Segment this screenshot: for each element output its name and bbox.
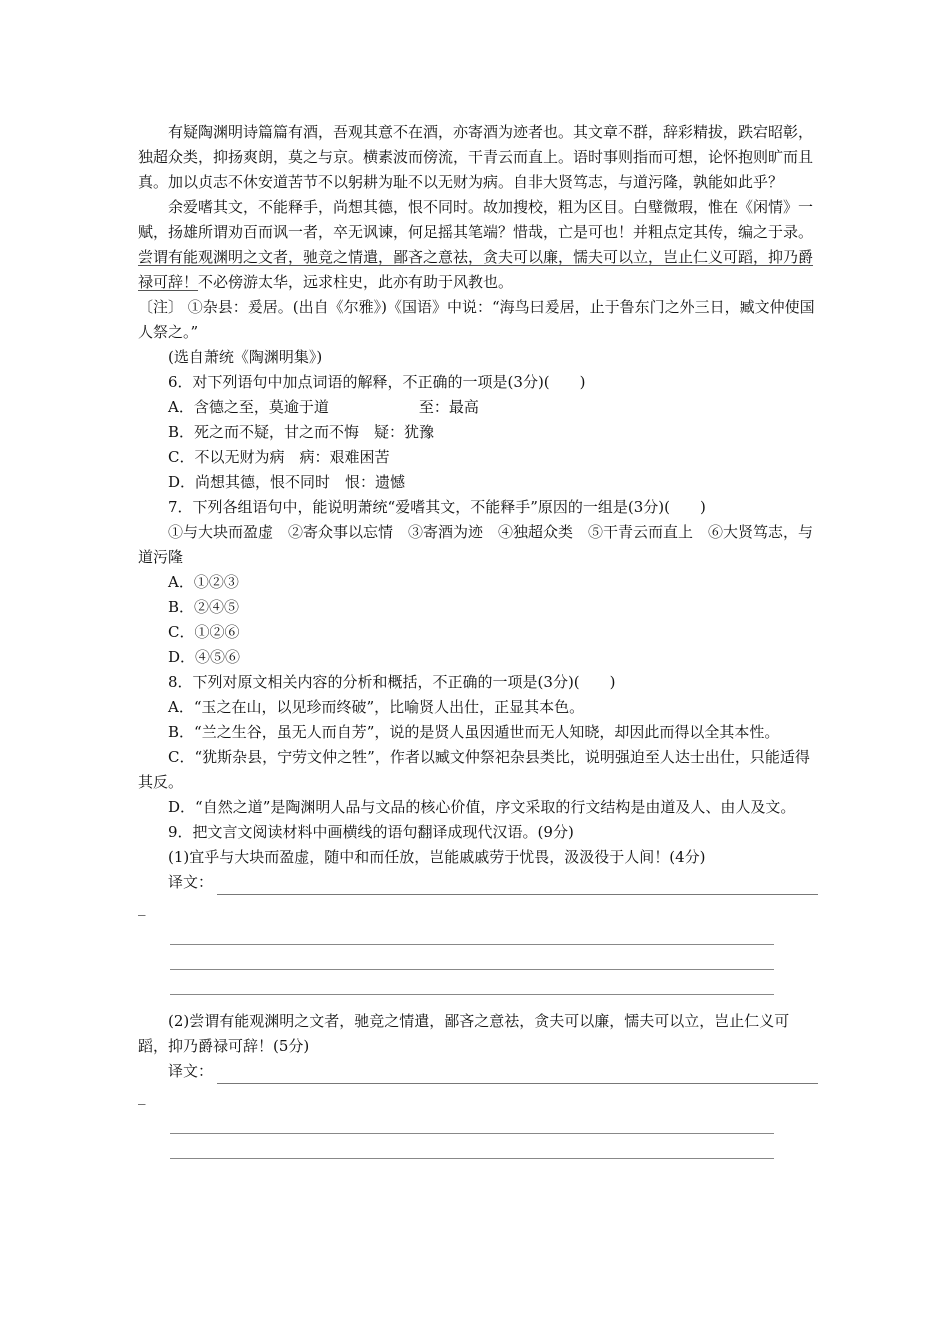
answer-dash-2: _ bbox=[138, 1087, 146, 1105]
question-9-sub-2: (2)尝谓有能观渊明之文者，驰竞之情遣，鄙吝之意祛，贪夫可以廉，懦夫可以立，岂止仁义可蹈，抑乃爵禄可辞！(5分) bbox=[138, 1012, 790, 1055]
question-6-stem: 6．对下列语句中加点词语的解释，不正确的一项是(3分)( ) bbox=[168, 373, 586, 391]
question-8-stem: 8．下列对原文相关内容的分析和概括，不正确的一项是(3分)( ) bbox=[168, 673, 616, 691]
answer-line-2b[interactable] bbox=[170, 1109, 774, 1134]
passage-paragraph-2 bbox=[138, 195, 818, 295]
question-7-option-b: B．②④⑤ bbox=[168, 598, 240, 616]
question-7-stem: 7．下列各组语句中，能说明萧统“爱嗜其文，不能释手”原因的一组是(3分)( ) bbox=[168, 498, 706, 516]
answer-row-2[interactable] bbox=[138, 1059, 818, 1084]
answer-label-1: 译文： bbox=[168, 873, 214, 891]
underlined-sentence: 尝谓有能观渊明之文者，驰竞之情遣，鄙吝之意祛，贪夫可以廉，懦夫可以立，岂止仁义可蹈，抑乃爵禄可辞！ bbox=[138, 248, 814, 291]
document-page bbox=[138, 120, 818, 1159]
question-7-option-a: A．①②③ bbox=[168, 573, 239, 591]
question-6-option-d: D．尚想其德，恨不同时 恨：遗憾 bbox=[168, 473, 406, 491]
passage-paragraph-2-tail: 不必傍游太华，远求柱史，此亦有助于风教也。 bbox=[198, 273, 514, 291]
answer-line-1d[interactable] bbox=[170, 970, 774, 995]
answer-label-2: 译文： bbox=[168, 1062, 214, 1080]
answer-line-1[interactable] bbox=[217, 878, 818, 895]
answer-line-1c[interactable] bbox=[170, 945, 774, 970]
question-7-option-c: C．①②⑥ bbox=[168, 623, 240, 641]
annotation-note: 〔注〕 ①杂县：爰居。(出自《尔雅》)《国语》中说：“海鸟曰爰居，止于鲁东门之外三日，臧文仲使国人祭之。” bbox=[138, 298, 815, 341]
answer-dash-1: _ bbox=[138, 898, 146, 916]
question-9-sub-1: (1)宜乎与大块而盈虚，随中和而任放，岂能戚戚劳于忧畏，汲汲役于人间！(4分) bbox=[168, 848, 706, 866]
question-6-option-a: A．含德之至，莫逾于道 至：最高 bbox=[168, 398, 479, 416]
question-7-option-d: D．④⑤⑥ bbox=[168, 648, 241, 666]
question-9-stem: 9．把文言文阅读材料中画横线的语句翻译成现代汉语。(9分) bbox=[168, 823, 574, 841]
source-citation: (选自萧统《陶渊明集》) bbox=[168, 348, 323, 366]
answer-line-2c[interactable] bbox=[170, 1134, 774, 1159]
question-8-option-d: D．“自然之道”是陶渊明人品与文品的核心价值，序文采取的行文结构是由道及人、由人及文。 bbox=[168, 798, 796, 816]
question-8-option-a: A．“玉之在山，以见珍而终破”，比喻贤人出仕，正显其本色。 bbox=[168, 698, 585, 716]
passage-paragraph-2-text: 余爱嗜其文，不能释手，尚想其德，恨不同时。故加搜校，粗为区目。白璧微瑕，惟在《闲情》一赋，扬雄所谓劝百而讽一者，卒无讽谏，何足摇其笔端？惜哉，亡是可也！并粗点定其传，编之于录。 bbox=[138, 198, 814, 241]
question-6-option-b: B．死之而不疑，甘之而不悔 疑：犹豫 bbox=[168, 423, 435, 441]
passage-paragraph-1: 有疑陶渊明诗篇篇有酒，吾观其意不在酒，亦寄酒为迹者也。其文章不群，辞彩精拔，跌宕昭彰，独超众类，抑扬爽朗，莫之与京。横素波而傍流，干青云而直上。语时事则指而可想，论怀抱则旷而且真。加以贞志不休安道苦节不以躬耕为耻不以无财为病。自非大贤笃志，与道污隆，孰能如此乎？ bbox=[138, 123, 814, 191]
question-6-option-c: C．不以无财为病 病：艰难困苦 bbox=[168, 448, 390, 466]
question-7-items: ①与大块而盈虚 ②寄众事以忘情 ③寄酒为迹 ④独超众类 ⑤干青云而直上 ⑥大贤笃志，与道污隆 bbox=[138, 523, 814, 566]
answer-row-1[interactable] bbox=[138, 870, 818, 895]
answer-line-1b[interactable] bbox=[170, 920, 774, 945]
question-8-option-b: B．“兰之生谷，虽无人而自芳”，说的是贤人虽因遁世而无人知晓，却因此而得以全其本性。 bbox=[168, 723, 780, 741]
question-8-option-c: C．“犹斯杂县，宁劳文仲之牲”，作者以臧文仲祭祀杂县类比，说明强迫至人达士出仕，只能适得其反。 bbox=[138, 748, 810, 791]
answer-line-2[interactable] bbox=[217, 1067, 818, 1084]
